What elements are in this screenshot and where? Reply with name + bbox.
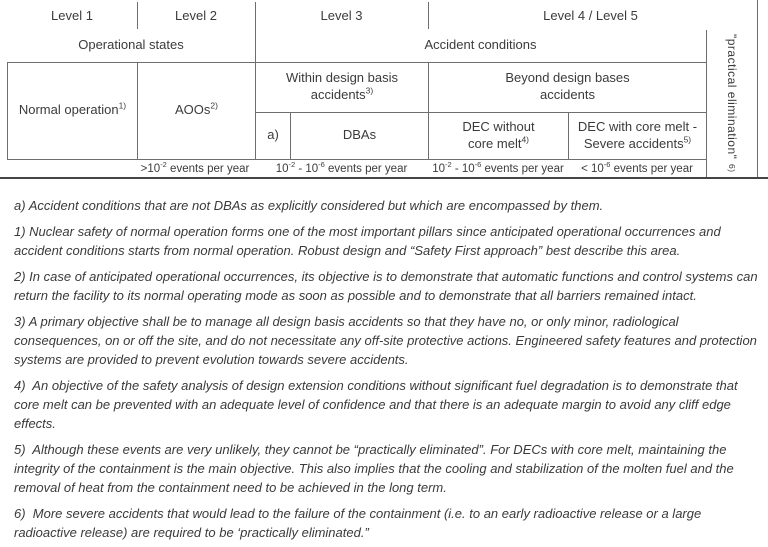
frequency-aoos: $>10^{-2}$ events per year (140, 160, 250, 175)
cell-normal-operation: Normal operation$^{1)}$ (18, 100, 127, 118)
header-operational-states: Operational states (78, 36, 184, 52)
footnote-ref-4: 4) (521, 134, 530, 145)
footnote-4: 4) An objective of the safety analysis of design extension conditions without significant fuel degradation is to demonstrate that core melt can be prevented with an adequate level of confidence and that there is an adequate margin to avoid any cliff edge effects. (14, 378, 742, 431)
footnote-ref-5: 5) (683, 134, 692, 145)
header-level-1: Level 1 (51, 7, 93, 23)
cell-aoos: AOOs$^{2)}$ (175, 100, 218, 118)
footnote-3: 3) A primary objective shall be to manage all design basis accidents so that they have no, or only minor, radiological consequences, on or off the site, and do not necessitate any off-site protective actions. Engineered safety features and protection systems are provided to prevent evolution towards severe accidents. (14, 314, 761, 367)
footnote-ref-6: 6) (727, 164, 737, 173)
footnote-ref-3: 3) (365, 85, 374, 96)
footnote-a: a) Accident conditions that are not DBAs as explicitly considered but which are encompassed by them. (14, 198, 604, 213)
frequency-dec-with: < $10^{-6}$ events per year (581, 160, 693, 175)
cell-a: a) (267, 127, 279, 143)
figure-bottom-rule (0, 177, 768, 179)
footnote-ref-1: 1) (118, 100, 127, 111)
header-level-4-5: Level 4 / Level 5 (543, 7, 638, 23)
cell-dbas: DBAs (342, 127, 377, 143)
main-table-bottom-border (7, 159, 707, 160)
header-accident-conditions: Accident conditions (424, 36, 537, 52)
cell-dec-with-core-melt: DEC with core melt - Severe accidents$^{5)}$ (577, 118, 698, 151)
cell-beyond-design-bases: Beyond design bases accidents (505, 70, 630, 102)
figure-right-border (757, 0, 758, 178)
cell-dec-without-core-melt: DEC without core melt$^{4)}$ (462, 118, 535, 151)
footnote-5: 5) Although these events are very unlikely, they cannot be “practically eliminated”. For DECs with core melt, maintaining the integrity of the containment is the main objective. This also implies that the cooling and stabilization of the molten fuel and the removal of heat from the containment need to be achieved in the long term. (14, 442, 738, 495)
frequency-dec-without: $10^{-2} - 10^{-6}$ events per year (432, 160, 564, 175)
frequency-dbas: $10^{-2} - 10^{-6}$ events per year (275, 160, 408, 175)
practical-elimination-column (707, 30, 757, 177)
header-level-2: Level 2 (175, 7, 217, 23)
practical-elimination-label: "practical elimination" (725, 34, 739, 160)
footnote-1: 1) Nuclear safety of normal operation forms one of the most important pillars since anticipated operational occurrences and accident conditions starts from normal operation. Robust design and “Safety First approach” best describe this area. (14, 224, 725, 258)
footnote-6: 6) More severe accidents that would lead to the failure of the containment (i.e. to an early radioactive release or a large radioactive release) are required to be ‘practically eliminated.” (14, 506, 705, 540)
cell-within-design-basis: Within design basis accidents$^{3)}$ (286, 70, 398, 102)
footnote-2: 2) In case of anticipated operational occurrences, its objective is to demonstrate that automatic functions and control systems can return the facility to its normal operating mode as soon as possible and to demonstrate that all barriers remained intact. (14, 269, 762, 303)
footnotes-section (14, 196, 762, 547)
header-level-3: Level 3 (320, 7, 363, 23)
footnote-ref-2: 2) (210, 100, 218, 111)
